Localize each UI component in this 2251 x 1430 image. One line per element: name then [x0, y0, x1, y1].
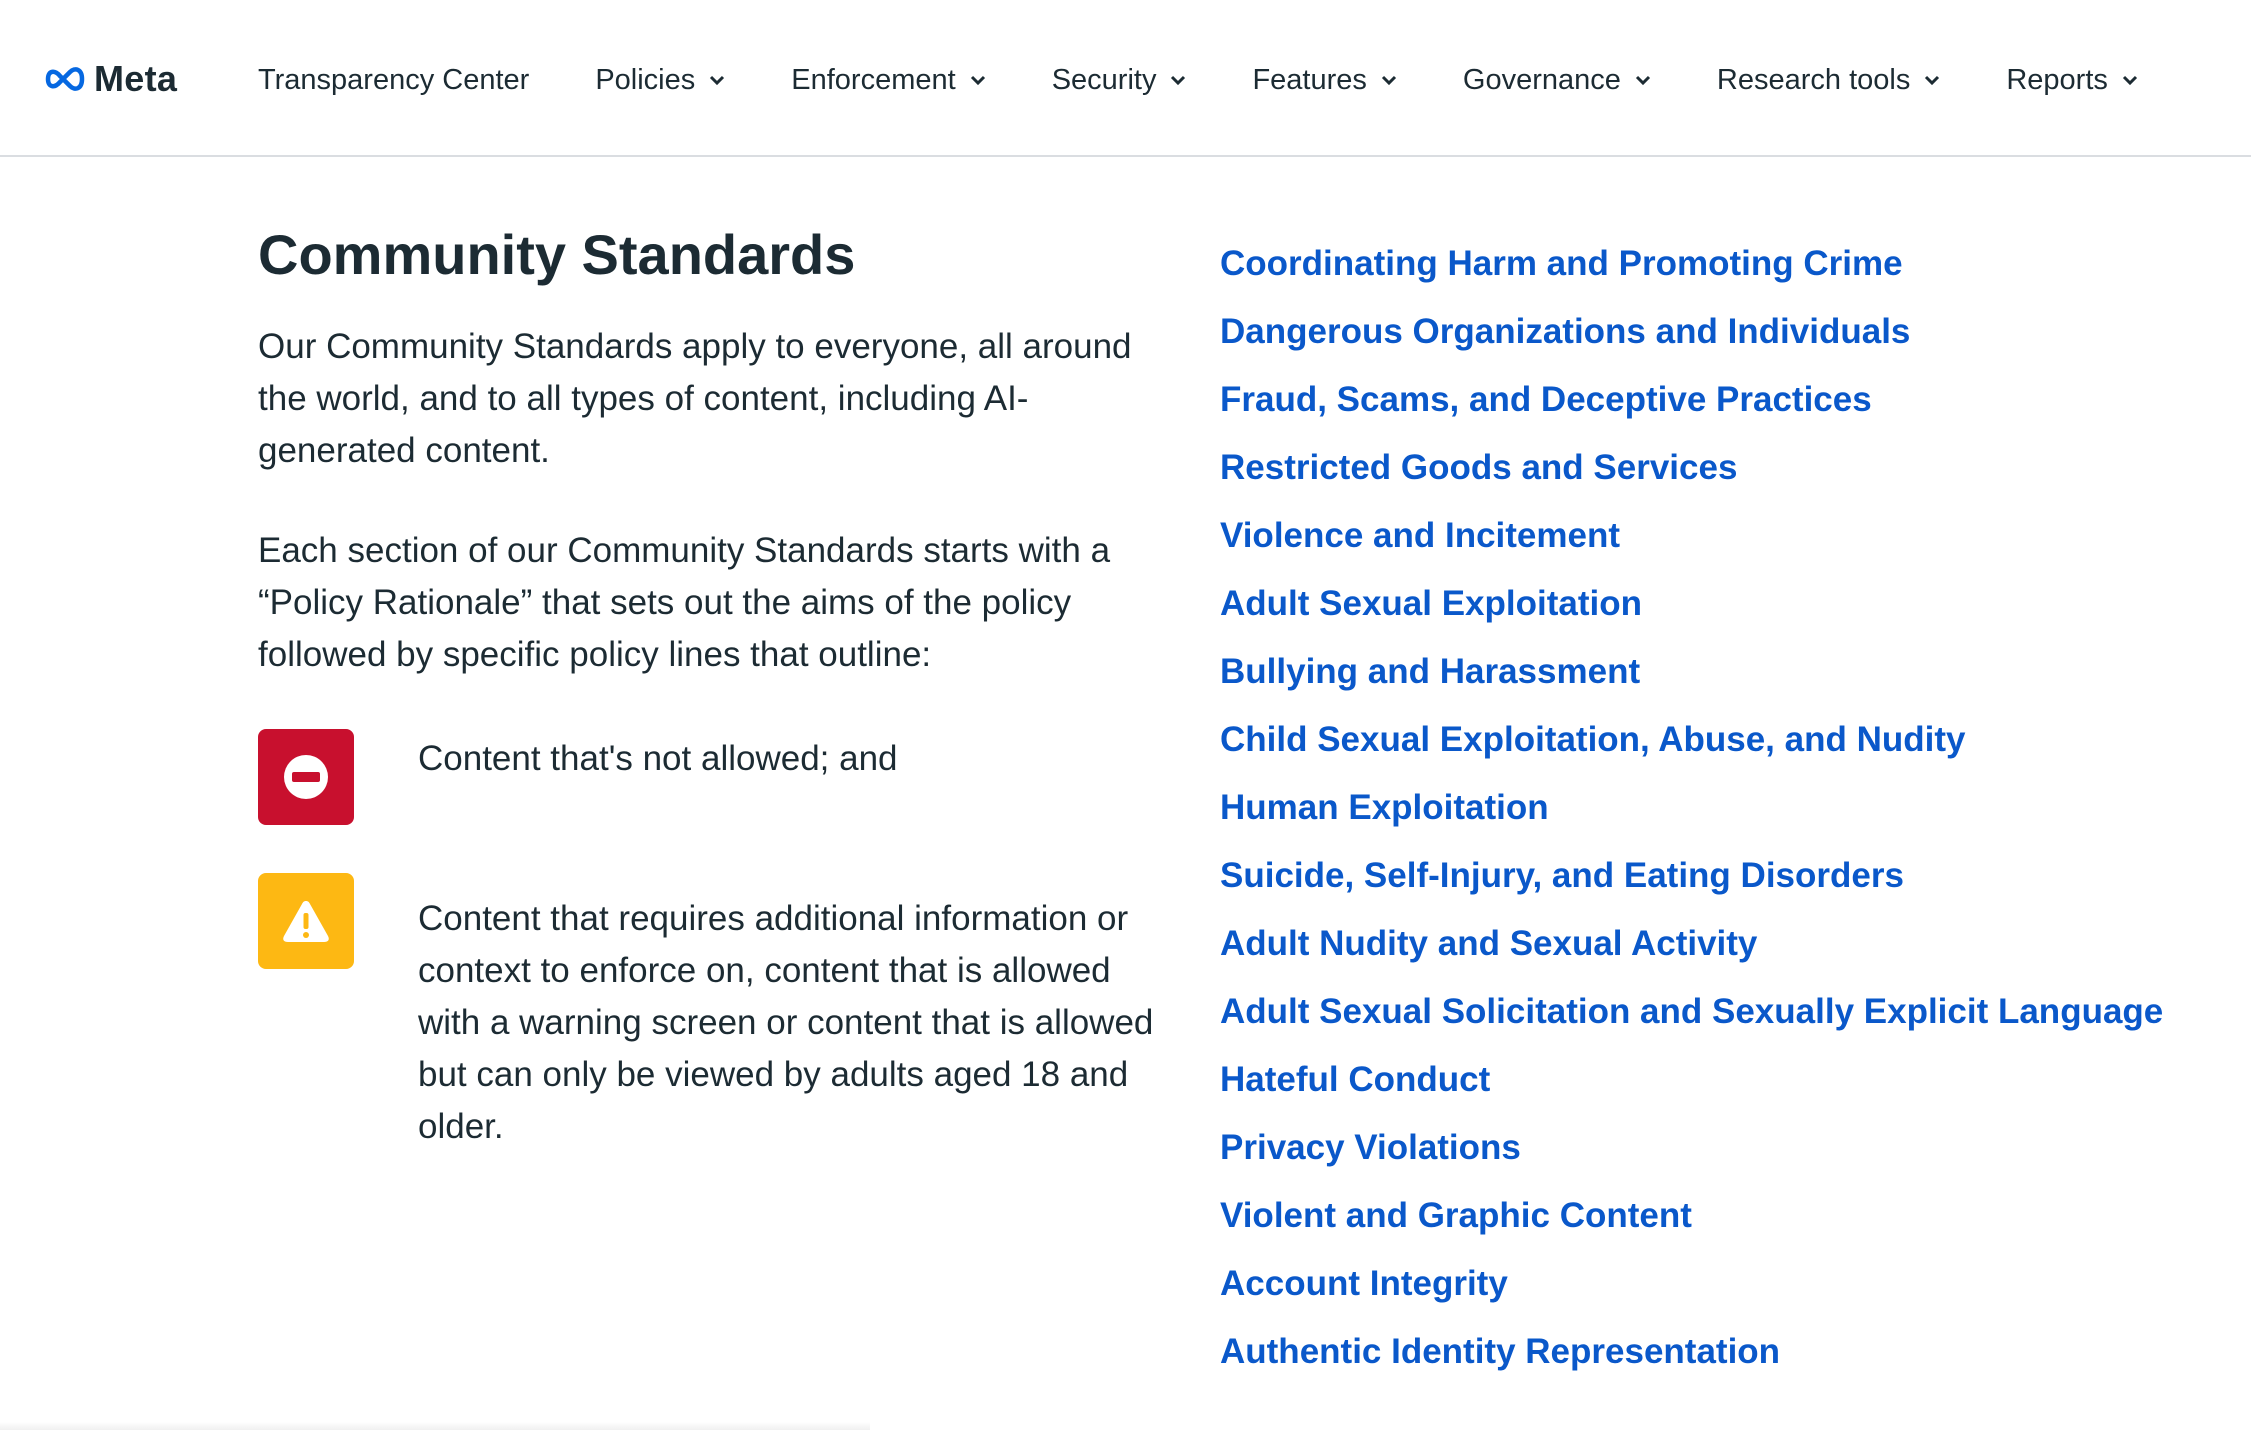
nav-item-label: Enforcement [791, 63, 956, 96]
meta-infinity-icon [42, 66, 88, 92]
legend-text: Content that requires additional information or context to enforce on, content that is allowed with a warning screen or content that is allowed but can only be viewed by adults aged 18 and older. [418, 899, 1154, 1146]
chevron-down-icon [1635, 74, 1651, 86]
policy-link-fraud-scams[interactable]: Fraud, Scams, and Deceptive Practices [1220, 380, 1872, 419]
scroll-shadow [0, 1422, 870, 1430]
nav-item-enforcement[interactable] [791, 64, 985, 97]
chevron-down-icon [709, 74, 725, 86]
policy-link-dangerous-organizations[interactable]: Dangerous Organizations and Individuals [1220, 312, 1911, 351]
policy-link-suicide-self-injury[interactable]: Suicide, Self-Injury, and Eating Disorders [1220, 856, 1904, 895]
chevron-down-icon [2122, 74, 2138, 86]
nav-item-label: Transparency Center [258, 63, 530, 96]
legend-requires-context [258, 873, 1163, 1153]
meta-logo[interactable] [42, 56, 177, 102]
policy-link-adult-sexual-exploitation[interactable]: Adult Sexual Exploitation [1220, 584, 1642, 623]
policy-link-privacy-violations[interactable]: Privacy Violations [1220, 1128, 1521, 1167]
policy-link-violent-graphic-content[interactable]: Violent and Graphic Content [1220, 1196, 1692, 1235]
policy-link-violence-incitement[interactable]: Violence and Incitement [1220, 516, 1621, 555]
nav-item-governance[interactable] [1463, 64, 1651, 97]
nav-item-label: Policies [595, 63, 696, 96]
policy-link-hateful-conduct[interactable]: Hateful Conduct [1220, 1060, 1491, 1099]
legend-text: Content that's not allowed; and [418, 739, 898, 778]
community-standards-intro [258, 215, 1163, 1153]
policy-list [1220, 238, 2220, 1394]
nav-item-label: Features [1252, 63, 1367, 96]
nav-item-label: Research tools [1716, 63, 1911, 96]
nav-item-label: Security [1051, 63, 1157, 96]
policy-link-adult-sexual-solicitation[interactable]: Adult Sexual Solicitation and Sexually Explicit Language [1220, 992, 2164, 1031]
chevron-down-icon [970, 74, 986, 86]
logo-text: Meta [94, 58, 178, 99]
policy-link-adult-nudity[interactable]: Adult Nudity and Sexual Activity [1220, 924, 1758, 963]
top-navigation [0, 0, 2251, 157]
policy-link-account-integrity[interactable]: Account Integrity [1220, 1264, 1508, 1303]
nav-item-transparency-center[interactable] [258, 64, 529, 97]
intro-paragraph: Our Community Standards apply to everyone, all around the world, and to all types of content, including AI-generated content. [258, 327, 1132, 470]
chevron-down-icon [1170, 74, 1186, 86]
nav-menu [258, 58, 2204, 102]
policy-link-coordinating-harm[interactable]: Coordinating Harm and Promoting Crime [1220, 244, 1903, 283]
warning-icon [258, 873, 354, 969]
nav-item-label: Reports [2006, 63, 2108, 96]
nav-item-research-tools[interactable] [1717, 64, 1940, 97]
nav-item-security[interactable] [1052, 64, 1187, 97]
policy-link-human-exploitation[interactable]: Human Exploitation [1220, 788, 1549, 827]
nav-item-reports[interactable] [2006, 64, 2138, 97]
chevron-down-icon [1924, 74, 1940, 86]
nav-item-policies[interactable] [595, 64, 725, 97]
nav-item-features[interactable] [1252, 64, 1396, 97]
chevron-down-icon [1381, 74, 1397, 86]
page-title: Community Standards [258, 223, 856, 286]
policy-link-authentic-identity[interactable]: Authentic Identity Representation [1220, 1332, 1781, 1371]
no-entry-icon [258, 729, 354, 825]
policy-link-restricted-goods[interactable]: Restricted Goods and Services [1220, 448, 1738, 487]
policy-link-bullying-harassment[interactable]: Bullying and Harassment [1220, 652, 1641, 691]
legend-not-allowed [258, 729, 1163, 873]
rationale-paragraph: Each section of our Community Standards starts with a “Policy Rationale” that sets out the aims of the policy followed by specific policy lines that outline: [258, 531, 1111, 674]
nav-item-label: Governance [1462, 63, 1621, 96]
policy-link-child-sexual-exploitation[interactable]: Child Sexual Exploitation, Abuse, and Nudity [1220, 720, 1966, 759]
